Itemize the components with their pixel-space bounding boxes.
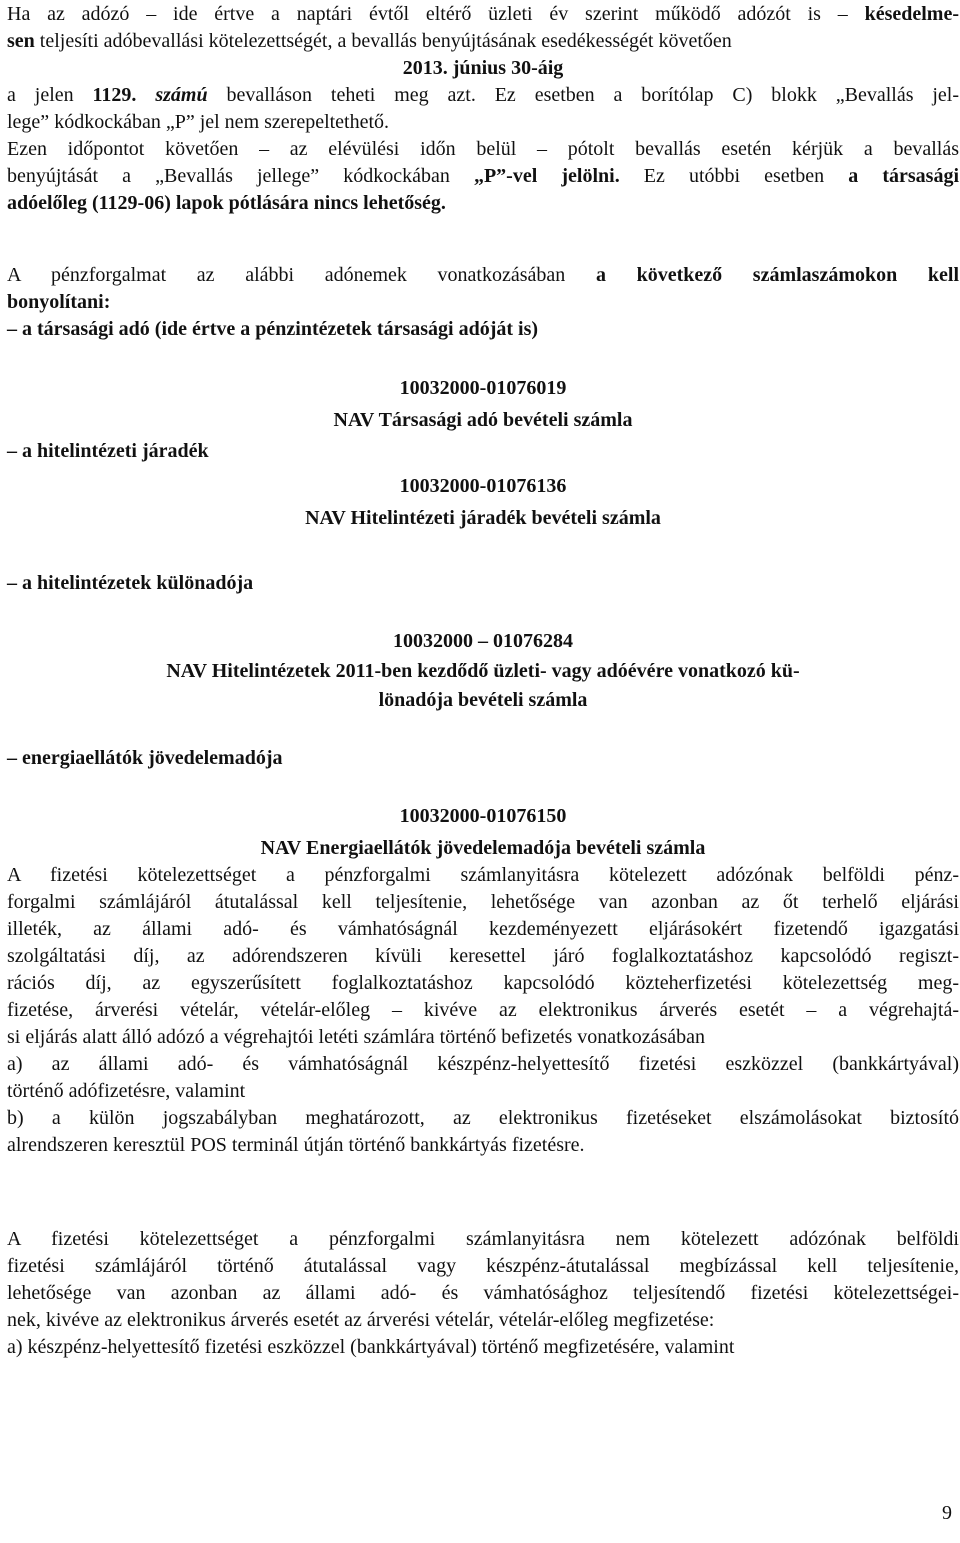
account-credit-institutions-special [7, 625, 959, 715]
payment-paragraph-2 [7, 1226, 959, 1361]
para2-line: lehetősége van azonban az állami adó- és vámhatósághoz teljesítendő fizetési kötelezettségei- [7, 1282, 959, 1304]
para2-line: A fizetési kötelezettséget a pénzforgalmi számlanyitásra nem kötelezett adózónak belföldi [7, 1228, 959, 1250]
para1-line: illeték, az állami adó- és vámhatóságnál kezdeményezett eljárásokért fizetendő igazgatási [7, 918, 959, 940]
intro-line-1 [7, 1, 959, 28]
tax-item-credit-institutions-special: – a hitelintézetek különadója [7, 572, 254, 594]
account-corporate-tax [7, 372, 959, 436]
intro-text: a jelen [7, 84, 74, 106]
intro-bold-italic: számú [155, 84, 208, 106]
intro-bold: „P”-vel jelölni. [473, 165, 620, 187]
para1-line: b) a külön jogszabályban meghatározott, az elektronikus fizetéseket elszámolásokat biztosító [7, 1107, 959, 1129]
accounts-intro [7, 262, 959, 343]
form-number: 1129. [92, 84, 137, 106]
account-name-cont: lönadója bevételi számla [378, 689, 588, 711]
account-credit-institution-annuity [7, 470, 959, 534]
intro-text: Ez utóbbi esetben [643, 165, 825, 187]
page-number: 9 [942, 1502, 952, 1524]
intro-bold: késedelme- [864, 3, 960, 25]
accounts-line-1 [7, 262, 959, 289]
intro-bold: sen [7, 30, 35, 52]
intro-line-4 [7, 82, 959, 109]
account-number: 10032000 – 01076284 [393, 630, 573, 652]
intro-line-8: adóelőleg (1129-06) lapok pótlására nincs lehetőség. [7, 192, 446, 214]
account-name: NAV Társasági adó bevételi számla [333, 409, 633, 431]
para1-line: a) az állami adó- és vámhatóságnál készpénz-helyettesítő fizetési eszközzel (bankkártyával) [7, 1053, 959, 1075]
account-number: 10032000-01076150 [399, 805, 567, 827]
account-name: NAV Hitelintézeti járadék bevételi számla [305, 507, 661, 529]
para1-line: alrendszeren keresztül POS terminál útján történő bankkártyás fizetésre. [7, 1134, 585, 1156]
para1-line: A fizetési kötelezettséget a pénzforgalmi számlanyitásra kötelezett adózónak belföldi pénz- [7, 864, 959, 886]
account-number: 10032000-01076019 [399, 377, 567, 399]
tax-item-credit-institution-annuity: – a hitelintézeti járadék [7, 440, 209, 462]
intro-line-6: Ezen időpontot követően – az elévülési időn belül – pótolt bevallás esetén kérjük a bevallás [7, 138, 959, 160]
para1-line: fizetése, árverési vételár, vételár-előleg – kivéve az elektronikus árverés esetét – a végrehajtá- [7, 999, 959, 1021]
intro-paragraph [7, 1, 959, 217]
tax-item-corporate: – a társasági adó (ide értve a pénzintézetek társasági adóját is) [7, 318, 539, 340]
intro-text: Ha az adózó – ide értve a naptári évtől eltérő üzleti év szerint működő adózót is – [7, 3, 848, 25]
intro-text: teljesíti adóbevallási kötelezettségét, a bevallás benyújtásának esedékességét követően [39, 30, 732, 52]
tax-item-energy-income: – energiaellátók jövedelemadója [7, 747, 283, 769]
intro-line-2 [7, 28, 959, 55]
accounts-text: A pénzforgalmat az alábbi adónemek vonatkozásában [7, 264, 566, 286]
para2-line: fizetési számlájáról történő átutalással vagy készpénz-átutalással megbízással kell teljesítenie, [7, 1255, 959, 1277]
account-energy-income [7, 800, 959, 864]
intro-line-5: lege” kódkockában „P” jel nem szerepeltethető. [7, 111, 390, 133]
para1-line: rációs díj, az egyszerűsített foglalkoztatáshoz kapcsolódó közteherfizetési kötelezettség meg- [7, 972, 959, 994]
accounts-line-2: bonyolítani: [7, 291, 111, 313]
para1-line: szolgáltatási díj, az adórendszeren kívüli keresettel járó foglalkoztatáshoz kapcsolódó regiszt- [7, 945, 959, 967]
para1-line: történő adófizetésre, valamint [7, 1080, 246, 1102]
para1-line: si eljárás alatt álló adózó a végrehajtói letéti számlára történő befizetés vonatkozásában [7, 1026, 706, 1048]
para2-line: nek, kivéve az elektronikus árverés esetét az árverési vételár, vételár-előleg megfizetése: [7, 1309, 715, 1331]
account-name: NAV Energiaellátók jövedelemadója bevételi számla [260, 837, 706, 859]
intro-text: bevalláson teheti meg azt. Ez esetben a borítólap C) blokk „Bevallás jel- [226, 84, 960, 106]
document-page [7, 0, 959, 1543]
accounts-bold: a következő számlaszámokon kell [595, 264, 960, 286]
intro-deadline: 2013. június 30-áig [402, 57, 564, 79]
intro-bold: a társasági [848, 165, 959, 187]
account-name: NAV Hitelintézetek 2011-ben kezdődő üzleti- vagy adóévére vonatkozó kü- [166, 660, 800, 682]
payment-paragraph-1 [7, 862, 959, 1159]
intro-line-7 [7, 163, 959, 190]
intro-text: benyújtását a „Bevallás jellege” kódkockában [7, 165, 450, 187]
account-number: 10032000-01076136 [399, 475, 567, 497]
para1-line: forgalmi számlájáról átutalással kell teljesítenie, lehetősége van azonban az őt terhelő eljárási [7, 891, 959, 913]
para2-line: a) készpénz-helyettesítő fizetési eszközzel (bankkártyával) történő megfizetésére, valamint [7, 1336, 735, 1358]
